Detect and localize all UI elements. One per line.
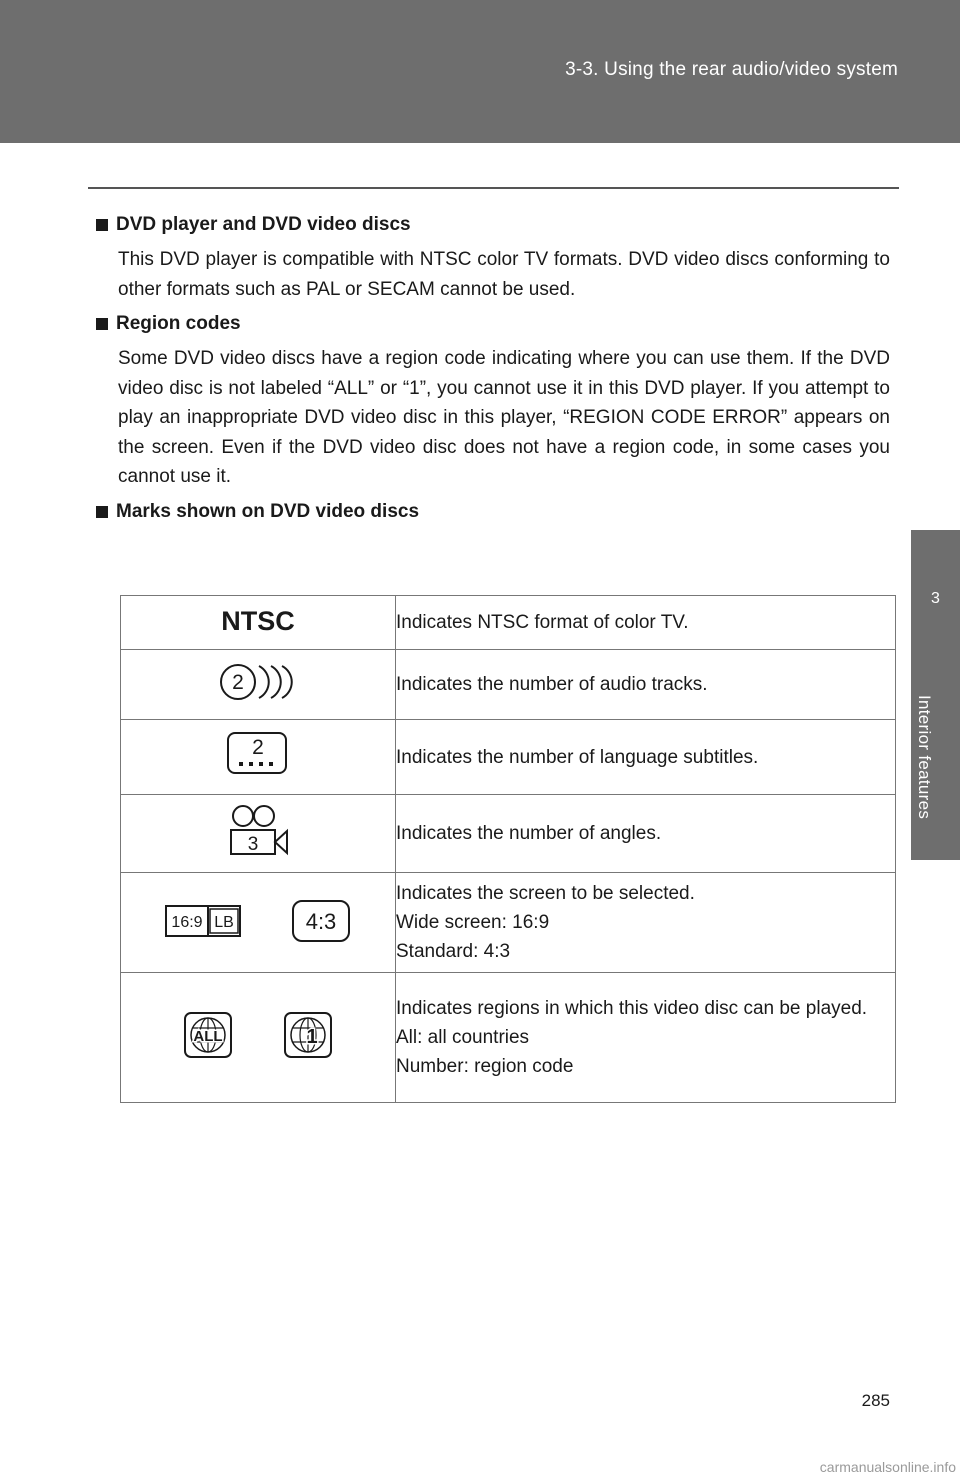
icon-cell	[121, 650, 396, 720]
svg-text:16:9: 16:9	[171, 914, 203, 931]
icon-cell	[121, 973, 396, 1103]
bullet-square-icon	[96, 219, 108, 231]
svg-text:2: 2	[232, 670, 244, 694]
section-heading	[96, 214, 890, 236]
region-globe-icons	[182, 1010, 334, 1060]
page-header	[0, 0, 960, 143]
section-heading-text: Region codes	[116, 313, 241, 334]
header-title: 3-3. Using the rear audio/video system	[565, 59, 898, 80]
description-line: Standard: 4:3	[396, 941, 511, 962]
description-line: Indicates the number of audio tracks.	[396, 674, 708, 695]
svg-text:2: 2	[252, 736, 264, 759]
marks-table	[120, 595, 896, 1103]
description-line: Wide screen: 16:9	[396, 912, 550, 933]
icon-cell	[121, 795, 396, 873]
section-body: This DVD player is compatible with NTSC color TV formats. DVD video discs conforming to other formats such as PAL or SECAM cannot be used.	[118, 249, 890, 300]
table-row	[121, 596, 896, 650]
widescreen-lb-icon	[164, 900, 242, 942]
description-line: Number: region code	[396, 1056, 574, 1077]
description-cell	[396, 973, 896, 1103]
ntsc-icon	[218, 603, 298, 637]
svg-text:ALL: ALL	[193, 1027, 223, 1045]
section-heading-text: DVD player and DVD video discs	[116, 214, 411, 235]
subtitles-icon	[225, 729, 291, 779]
table-row	[121, 873, 896, 973]
table-row	[121, 650, 896, 720]
section-heading	[96, 501, 890, 523]
main-content	[96, 214, 890, 532]
footer-watermark: carmanualsonline.info	[819, 1459, 956, 1475]
description-cell	[396, 650, 896, 720]
region-1-globe-icon	[282, 1010, 334, 1060]
svg-text:4:3: 4:3	[305, 909, 337, 934]
section-heading-text: Marks shown on DVD video discs	[116, 500, 420, 522]
chapter-number: 3	[931, 590, 940, 607]
description-cell	[396, 720, 896, 795]
screen-format-icons	[164, 897, 352, 945]
description-line: All: all countries	[396, 1027, 530, 1048]
description-line: Indicates the number of language subtitles.	[396, 746, 759, 768]
description-cell	[396, 795, 896, 873]
chapter-label: Interior features	[915, 695, 934, 820]
description-line: Indicates the screen to be selected.	[396, 883, 695, 904]
icon-cell	[121, 596, 396, 650]
audio-tracks-icon	[218, 660, 298, 704]
page-number: 285	[861, 1391, 890, 1410]
svg-text:3: 3	[247, 833, 259, 855]
svg-text:LB: LB	[214, 914, 234, 931]
description-cell	[396, 873, 896, 973]
table-row	[121, 720, 896, 795]
bullet-square-icon	[96, 506, 108, 518]
angles-camera-icon	[223, 803, 293, 859]
section-body: Some DVD video discs have a region code indicating where you can use them. If the DVD video disc is not labeled “ALL” or “1”, you cannot use it in this DVD player. If you attempt to play an inappropriate DVD video disc in this player, “REGION CODE ERROR” appears on the screen. Even if the DVD video disc does not have a region code, in some cases you cannot use it.	[118, 348, 890, 487]
icon-cell	[121, 873, 396, 973]
region-all-globe-icon	[182, 1010, 234, 1060]
description-line: Indicates the number of angles.	[396, 823, 662, 844]
table-row	[121, 795, 896, 873]
description-line: Indicates NTSC format of color TV.	[396, 612, 689, 633]
section-heading	[96, 313, 890, 335]
divider-rule	[88, 187, 899, 189]
table-row	[121, 973, 896, 1103]
svg-text:NTSC: NTSC	[221, 605, 295, 636]
standard-43-icon	[290, 897, 352, 945]
description-cell	[396, 596, 896, 650]
svg-text:1: 1	[306, 1025, 318, 1048]
description-line: Indicates regions in which this video disc can be played.	[396, 998, 868, 1019]
bullet-square-icon	[96, 318, 108, 330]
icon-cell	[121, 720, 396, 795]
